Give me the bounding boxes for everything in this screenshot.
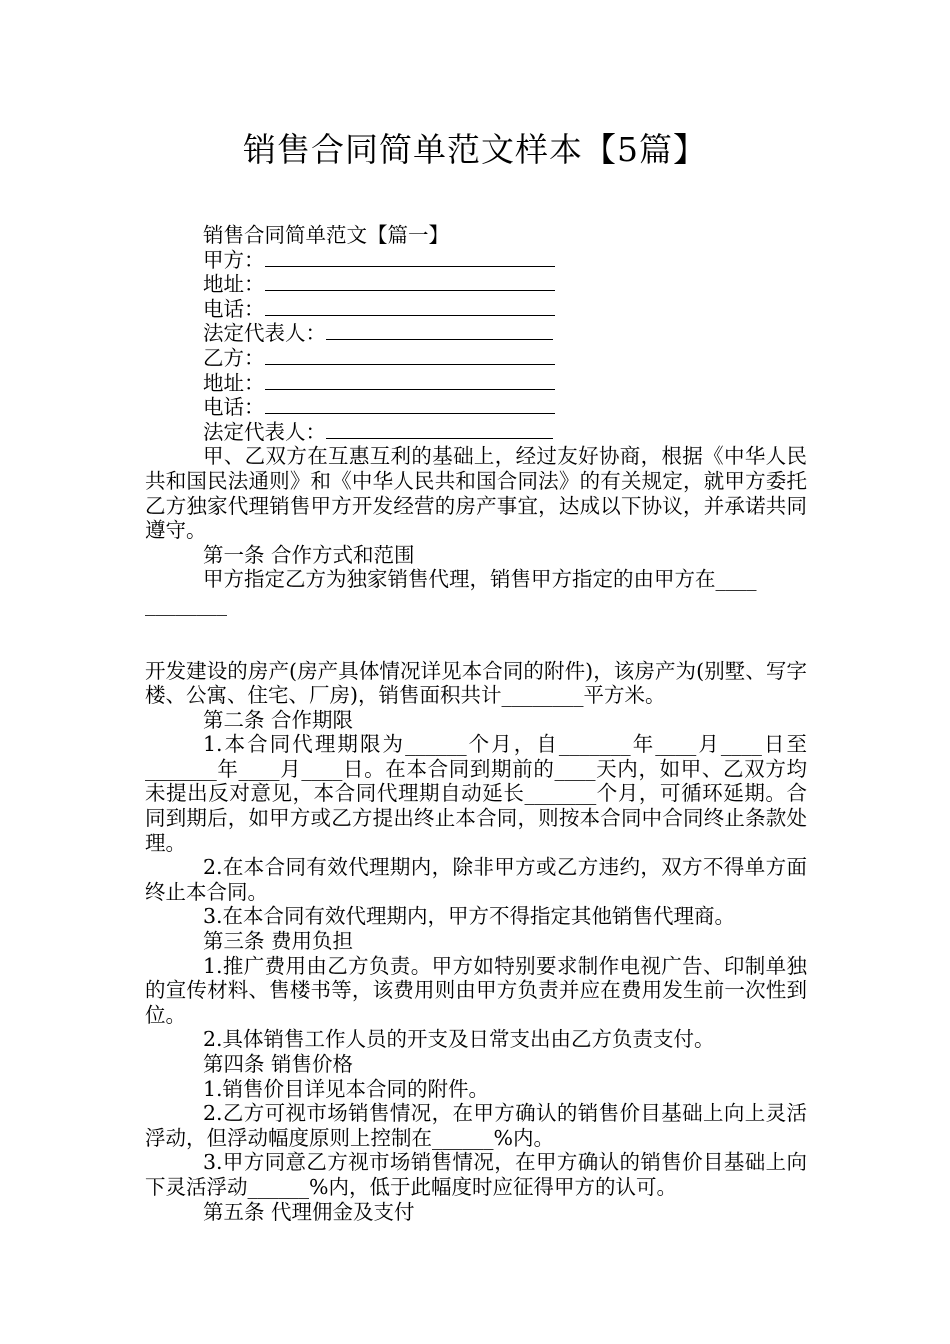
field-blank (265, 272, 555, 291)
page-gap (145, 617, 807, 659)
clause-paragraph: 1.本合同代理期限为______个月，自_______年____月____日至_______年____月____日。在本合同到期前的____天内，如甲、乙双方均未提出反对意见，本合同代理期自动延长_______个月，可循环延期。合同到期后，如甲方或乙方提出终止本合同，则按本合同中合同终止条款处理。 (145, 732, 807, 855)
wrapped-blank: ________ (145, 591, 227, 616)
party-field (145, 297, 807, 322)
clause-paragraph: 1.推广费用由乙方负责。甲方如特别要求制作电视广告、印制单独的宣传材料、售楼书等，该费用则由甲方负责并应在费用发生前一次性到位。 (145, 953, 807, 1027)
document-title: 销售合同简单范文样本【5篇】 (243, 130, 707, 169)
article-heading: 第二条 合作期限 (203, 707, 354, 732)
field-blank (326, 321, 553, 340)
party-field (145, 346, 807, 371)
field-blank (265, 395, 555, 414)
clause-paragraph: 3.甲方同意乙方视市场销售情况，在甲方确认的销售价目基础上向下灵活浮动______%内，低于此幅度时应征得甲方的认可。 (145, 1150, 807, 1199)
field-label: 地址： (203, 370, 265, 395)
clause-paragraph: 2.乙方可视市场销售情况，在甲方确认的销售价目基础上向上灵活浮动，但浮动幅度原则上控制在______%内。 (145, 1101, 807, 1150)
field-label: 地址： (203, 272, 265, 297)
field-blank (265, 248, 555, 267)
intro-paragraph: 甲、乙双方在互惠互利的基础上，经过友好协商，根据《中华人民共和国民法通则》和《中华人民共和国合同法》的有关规定，就甲方委托乙方独家代理销售甲方开发经营的房产事宜，达成以下协议，并承诺共同遵守。 (145, 444, 807, 543)
clause-paragraph: 2.具体销售工作人员的开支及日常支出由乙方负责支付。 (203, 1027, 715, 1052)
article-heading: 第五条 代理佣金及支付 (203, 1199, 415, 1224)
party-field (145, 420, 807, 445)
field-label: 乙方： (203, 345, 265, 370)
article-heading: 第四条 销售价格 (203, 1052, 354, 1076)
party-field (145, 248, 807, 273)
field-blank (265, 297, 555, 316)
clause-paragraph: 2.在本合同有效代理期内，除非甲方或乙方违约，双方不得单方面终止本合同。 (145, 855, 807, 904)
document-body (145, 223, 807, 1224)
field-label: 法定代表人： (203, 321, 326, 346)
clause-paragraph: 1.销售价目详见本合同的附件。 (203, 1076, 490, 1101)
field-blank (265, 371, 555, 390)
article-heading: 第一条 合作方式和范围 (203, 542, 415, 567)
field-label: 电话： (203, 296, 265, 321)
party-field (145, 371, 807, 396)
section-heading: 销售合同简单范文【篇一】 (203, 223, 449, 247)
article-paragraph: 甲方指定乙方为独家销售代理，销售甲方指定的由甲方在____ (203, 567, 757, 592)
field-blank (326, 420, 553, 439)
clause-paragraph: 3.在本合同有效代理期内，甲方不得指定其他销售代理商。 (203, 904, 736, 929)
party-field (145, 272, 807, 297)
party-field (145, 395, 807, 420)
field-label: 法定代表人： (203, 419, 326, 444)
article-heading: 第三条 费用负担 (203, 929, 354, 954)
article-paragraph: 开发建设的房产(房产具体情况详见本合同的附件)，该房产为(别墅、写字楼、公寓、住宅、厂房)，销售面积共计________平方米。 (145, 658, 807, 708)
field-label: 电话： (203, 395, 265, 420)
party-field (145, 321, 807, 346)
field-label: 甲方： (203, 247, 265, 272)
field-blank (265, 346, 555, 365)
